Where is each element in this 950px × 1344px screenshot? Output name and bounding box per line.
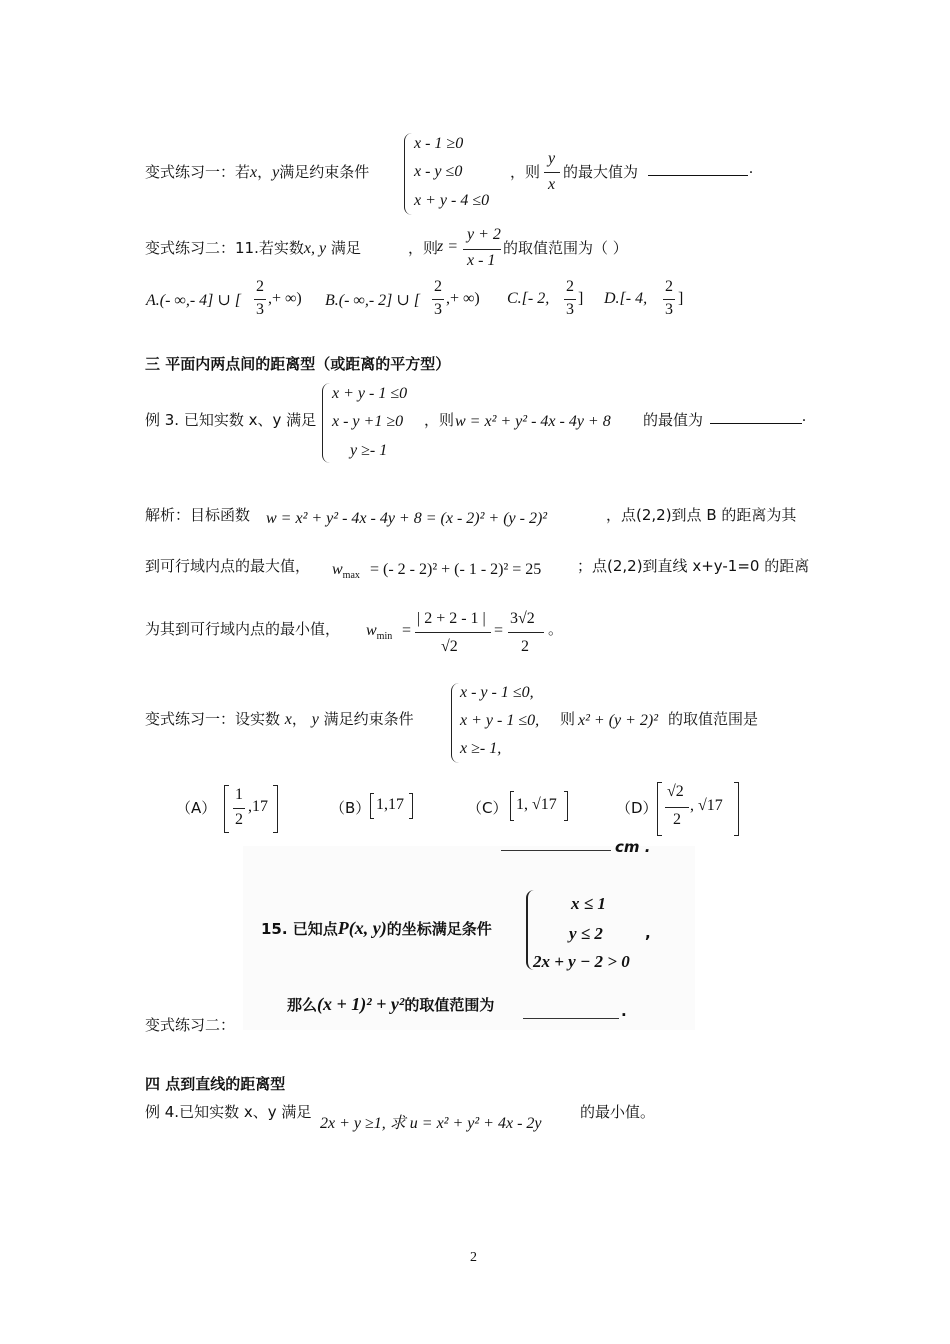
exercise1-constraint-2: x - y ≤0: [414, 163, 463, 180]
example3-label: 例 3. 已知实数 x、y 满足: [145, 411, 317, 429]
option-d-tail: ]: [678, 290, 684, 307]
example3-constraint-2: x - y +1 ≥0: [332, 413, 404, 430]
scan-expr: (x + 1)² + y²: [317, 994, 405, 1014]
solution-wmax: [332, 561, 360, 581]
scan-then: [287, 994, 494, 1015]
solution-line3-tail: 。: [548, 620, 564, 638]
example4-label: 例 4.已知实数 x、y 满足: [145, 1103, 312, 1121]
section3-title: 三 平面内两点间的距离型（或距离的平方型）: [145, 355, 451, 373]
var-y: y: [272, 164, 280, 181]
solution-line2-head: 到可行域内点的最大值，: [145, 557, 311, 575]
option-a-line: [254, 299, 266, 300]
exercise3-option-a-den: 2: [235, 811, 243, 828]
option-b-tail: ,+ ∞): [446, 290, 480, 307]
exercise3-option-c-label: （C）: [467, 799, 508, 817]
exercise3-option-a-tail: ,17: [248, 798, 268, 815]
exercise3-constraint-2: x + y - 1 ≤0,: [460, 712, 540, 729]
page-number: 2: [470, 1250, 477, 1265]
separator: ，: [291, 710, 307, 728]
exercise3-constraint-1: x - y - 1 ≤0,: [460, 684, 534, 701]
example3-then: ，则: [424, 411, 455, 429]
scan-cond: 的坐标满足条件: [386, 920, 492, 938]
exercise3-option-d-num: √2: [667, 783, 684, 800]
solution-expr: w = x² + y² - 4x - 4y + 8 = (x - 2)² + (y - 2)²: [266, 510, 548, 527]
scanned-problem-image: [243, 838, 695, 1030]
example3-expr: w = x² + y² - 4x - 4y + 8: [455, 413, 611, 430]
var-x: x: [284, 711, 292, 728]
option-a-num: 2: [256, 278, 264, 295]
scan-constraint-1: x ≤ 1: [571, 894, 606, 913]
wmax-w: w: [332, 561, 343, 578]
example4-expr: 2x + y ≥1, 求 u = x² + y² + 4x - 2y: [320, 1115, 542, 1132]
wmax-sub: max: [342, 570, 360, 581]
exercise2-option-a: A.(- ∞,- 4] ∪ [: [146, 292, 242, 309]
wmin-eq2: =: [494, 622, 504, 639]
exercise3-option-d-den: 2: [673, 811, 681, 828]
example3-brace: [322, 383, 330, 463]
exercise3-option-a-label: （A）: [176, 799, 217, 817]
exercise2-frac-line: [463, 249, 501, 250]
option-b-bracket-left: [370, 793, 374, 819]
wmin-eq: =: [402, 622, 412, 639]
exercise2-frac-den: x - 1: [467, 252, 496, 269]
exercise3-label-text: 变式练习一：设实数: [145, 710, 281, 728]
example3-constraint-3: y ≥- 1: [350, 442, 388, 459]
scan-answer-blank: [523, 1018, 619, 1019]
example3-answer-blank: [710, 423, 802, 424]
wmin-w: w: [366, 622, 377, 639]
wmin-sub: min: [376, 631, 393, 642]
option-c-den: 3: [566, 301, 574, 318]
var-x: x: [250, 164, 258, 181]
scan-problem-text: 15. 已知点: [261, 920, 338, 938]
exercise3-option-d-label: （D）: [616, 799, 658, 817]
option-c-num: 2: [566, 278, 574, 295]
option-a-bracket-left: [224, 785, 229, 833]
wmin-num2: 3√2: [510, 610, 535, 627]
exercise3-constraint-3: x ≥- 1,: [460, 740, 502, 757]
exercise3-question: 的取值范围是: [668, 710, 759, 728]
scan-top-fragment: cm .: [615, 838, 651, 856]
exercise1-then: ，则: [510, 163, 541, 181]
scan-question: 的取值范围为: [404, 996, 495, 1014]
exercise2-question: 的取值范围为（ ）: [503, 239, 628, 257]
scan-end: .: [621, 1002, 627, 1020]
example3-end: .: [802, 408, 806, 425]
scan-top-blank: [501, 850, 611, 851]
exercise1-tail: 满足约束条件: [279, 163, 370, 181]
exercise3-option-b-text: 1,17: [376, 796, 404, 813]
exercise2-then: ，则: [408, 239, 439, 257]
exercise2-tail: 满足: [330, 239, 361, 257]
section4-title: 四 点到直线的距离型: [145, 1075, 286, 1093]
exercise2-z: z =: [437, 238, 459, 255]
solution-tail1: ，点(2,2)到点 B 的距离为其: [606, 506, 797, 524]
wmin-num: | 2 + 2 - 1 |: [417, 610, 486, 627]
exercise3-expr: x² + (y + 2)²: [578, 712, 659, 729]
solution-wmin: [366, 622, 392, 642]
option-a-tail: ,+ ∞): [268, 290, 302, 307]
exercise2-label: [145, 237, 361, 258]
exercise1-frac-num: y: [548, 150, 556, 167]
exercise1-frac-den: x: [548, 176, 556, 193]
option-a-bracket-right: [273, 785, 278, 833]
exercise1-question: 的最大值为: [563, 163, 639, 181]
exercise1-label-text: 变式练习一：若: [145, 163, 251, 181]
option-c-bracket-left: [510, 791, 514, 821]
var-y: y: [311, 711, 319, 728]
option-d-den: 3: [665, 301, 673, 318]
exercise3-option-b-label: （B）: [330, 799, 371, 817]
exercise3-option-a-line: [233, 808, 245, 809]
option-d-bracket-right: [734, 782, 739, 836]
exercise1-answer-blank: [648, 175, 748, 176]
exercise1-end: .: [749, 160, 753, 177]
option-b-line: [432, 299, 444, 300]
exercise2-vars: x, y: [303, 240, 327, 257]
exercise4-label: 变式练习二：: [145, 1016, 236, 1034]
exercise3-tail: 满足约束条件: [323, 710, 414, 728]
solution-line2-tail: ；点(2,2)到直线 x+y-1=0 的距离: [577, 557, 810, 575]
solution-wmax-expr: = (- 2 - 2)² + (- 1 - 2)² = 25: [370, 561, 542, 578]
exercise3-option-c-text: 1, √17: [516, 796, 557, 813]
exercise2-option-d: D.[- 4,: [604, 290, 648, 307]
scan-constraint-3: 2x + y − 2 > 0: [533, 952, 630, 971]
scan-then-text: 那么: [287, 996, 318, 1014]
exercise2-option-b: B.(- ∞,- 2] ∪ [: [325, 292, 421, 309]
exercise3-then: 则: [560, 710, 576, 728]
option-c-line: [564, 299, 576, 300]
option-b-den: 3: [434, 301, 442, 318]
exercise1-brace: [404, 133, 412, 215]
option-b-num: 2: [434, 278, 442, 295]
wmin-den: √2: [441, 638, 458, 655]
exercise1-label: [145, 161, 369, 182]
solution-label: 解析：目标函数: [145, 506, 251, 524]
option-a-den: 3: [256, 301, 264, 318]
example3-question: 的最值为: [643, 411, 704, 429]
exercise3-option-d-tail: , √17: [690, 797, 723, 814]
scan-constraint-2: y ≤ 2: [569, 924, 603, 943]
exercise1-frac-line: [544, 172, 560, 173]
option-d-line: [663, 299, 675, 300]
exercise1-constraint-1: x - 1 ≥0: [414, 135, 464, 152]
wmin-line: [415, 632, 491, 633]
exercise2-label-text: 变式练习二：11.若实数: [145, 239, 304, 257]
exercise3-brace: [451, 683, 459, 763]
exercise2-option-c: C.[- 2,: [507, 290, 550, 307]
option-b-bracket-right: [409, 793, 413, 819]
wmin-line2: [508, 632, 544, 633]
example3-constraint-1: x + y - 1 ≤0: [332, 385, 408, 402]
exercise3-option-d-line: [665, 807, 689, 808]
exercise1-constraint-3: x + y - 4 ≤0: [414, 192, 490, 209]
exercise3-label: [145, 708, 414, 729]
wmin-den2: 2: [521, 638, 529, 655]
exercise3-option-a-num: 1: [235, 786, 243, 803]
scan-point: P(x, y): [337, 918, 387, 938]
option-d-bracket-left: [657, 782, 662, 836]
option-d-num: 2: [665, 278, 673, 295]
solution-line3-head: 为其到可行域内点的最小值，: [145, 620, 341, 638]
separator: ，: [257, 163, 273, 181]
scan-comma: ,: [645, 924, 651, 942]
exercise2-frac-num: y + 2: [467, 226, 501, 243]
example4-question: 的最小值。: [580, 1103, 656, 1121]
scan-problem: [261, 918, 492, 939]
option-c-bracket-right: [564, 791, 568, 821]
option-c-tail: ]: [578, 290, 584, 307]
